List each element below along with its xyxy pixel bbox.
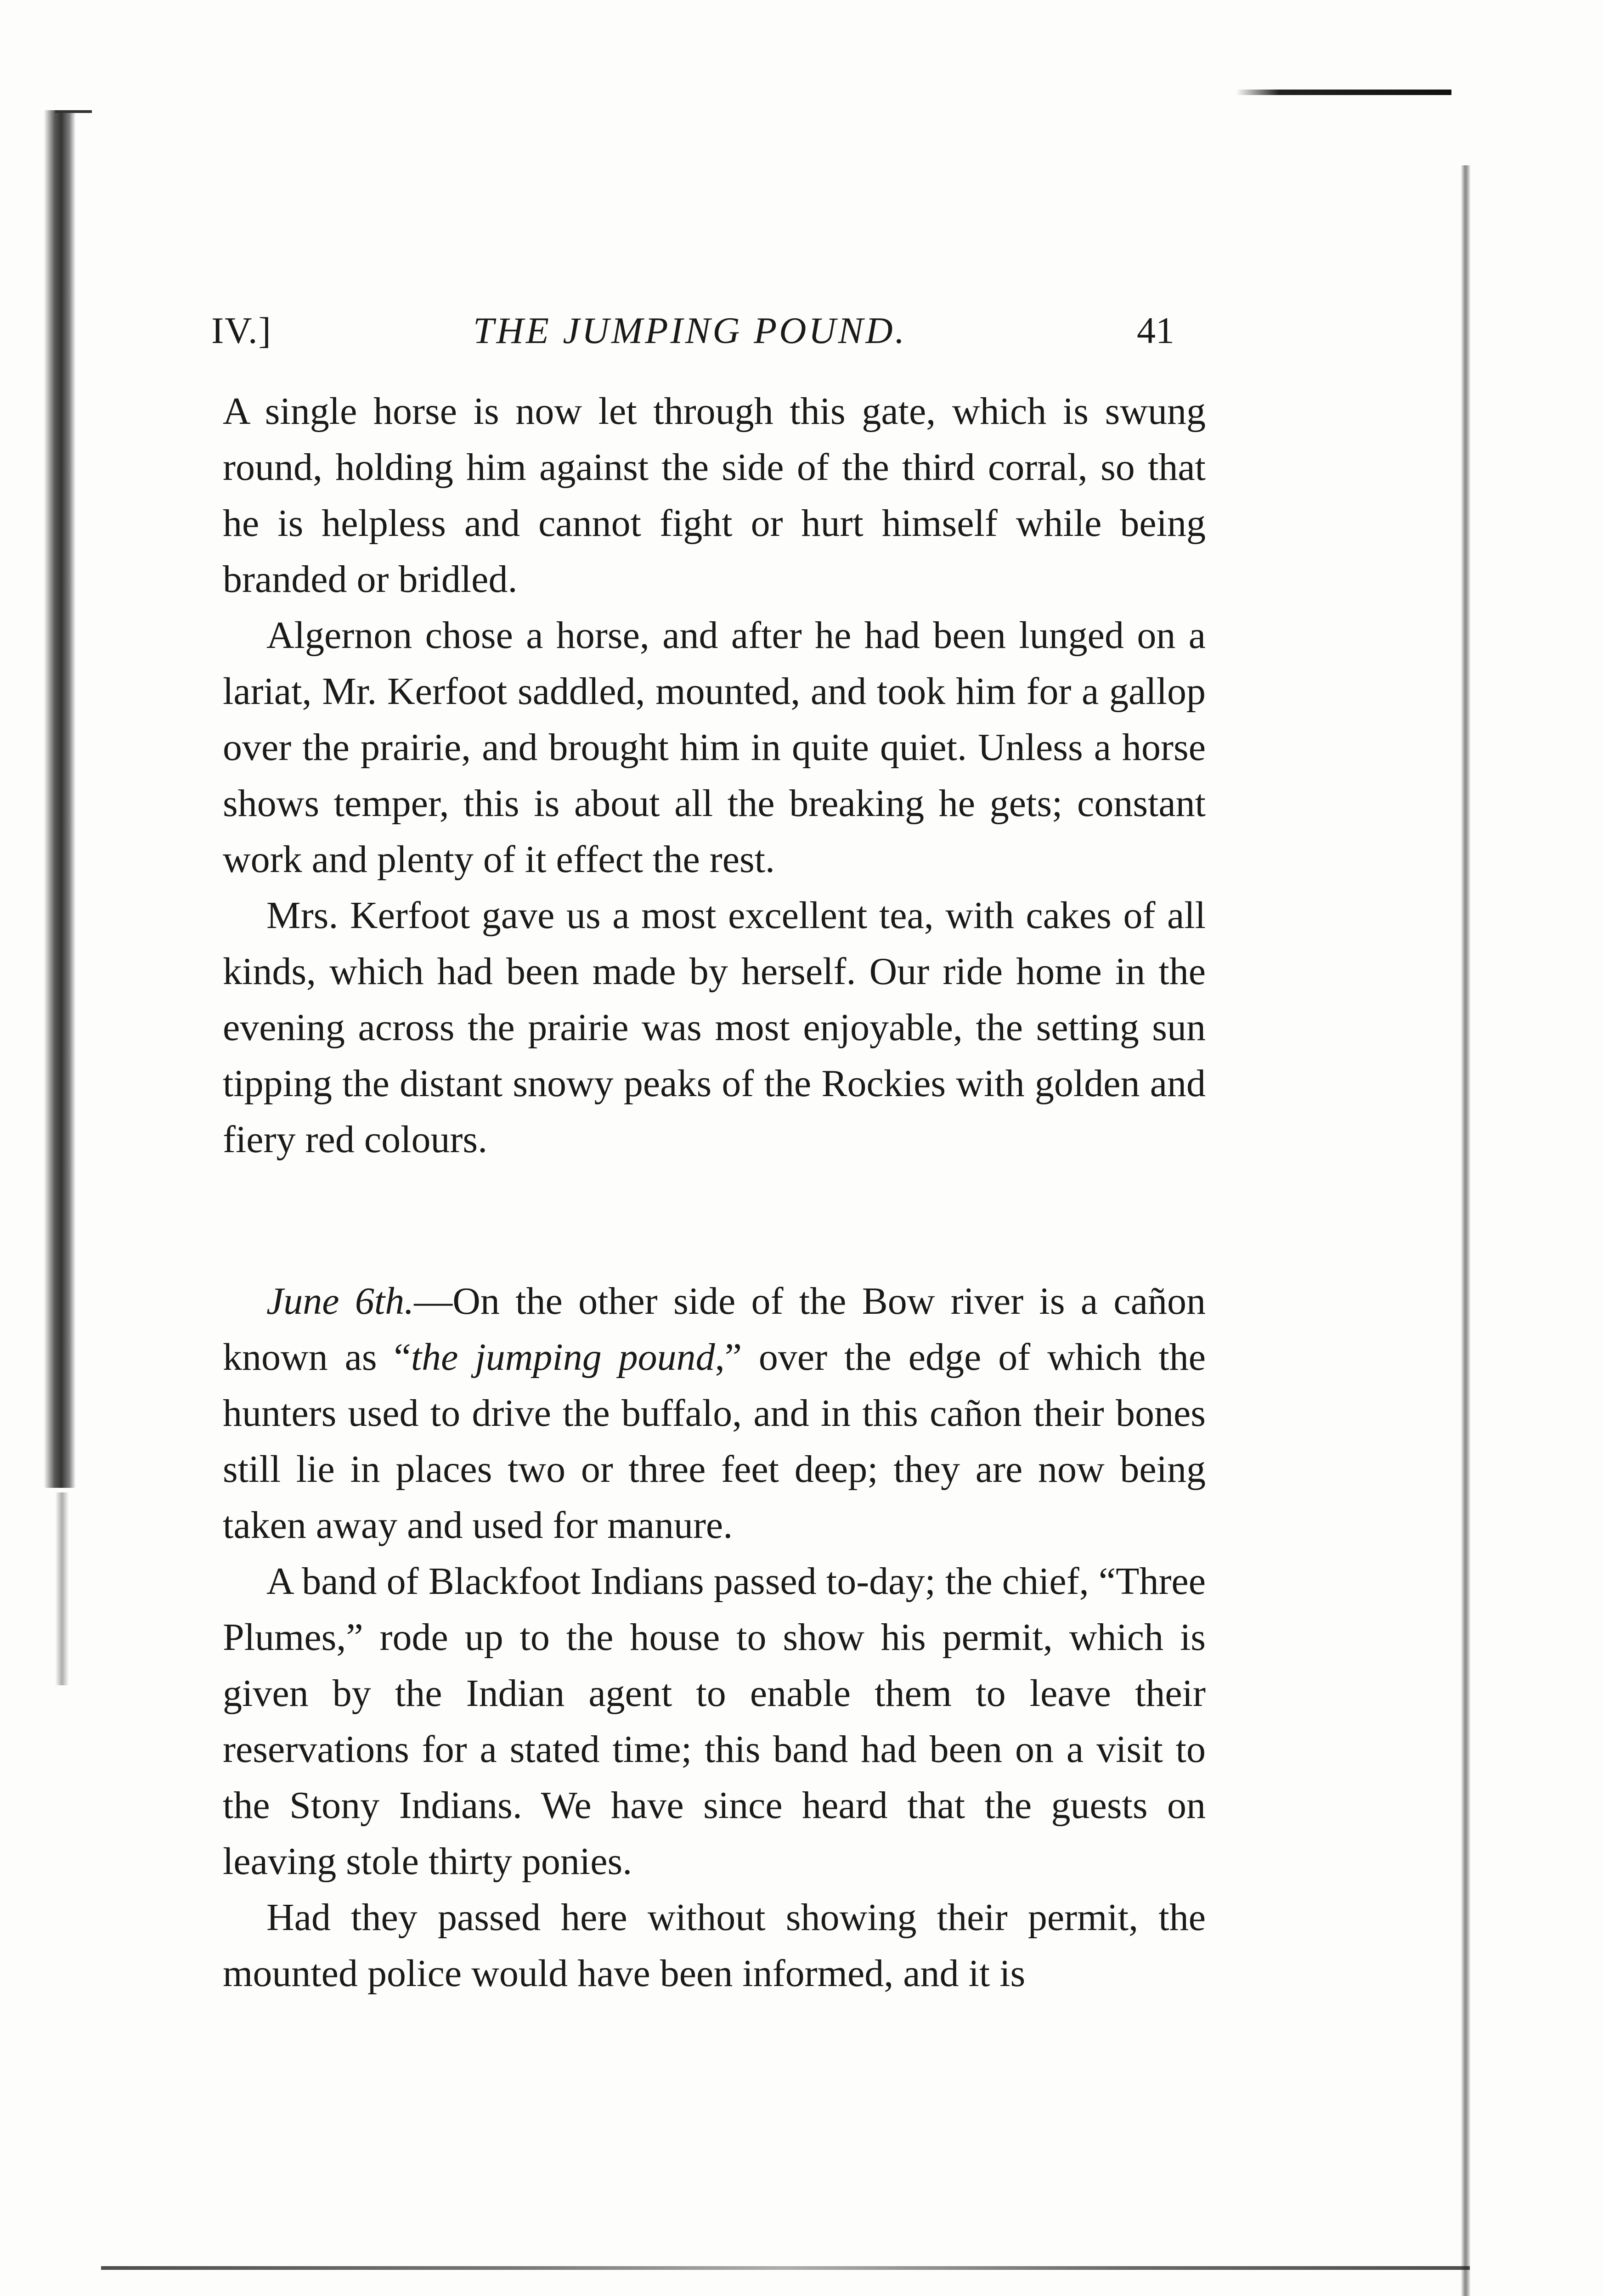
- running-head: [0, 303, 1603, 358]
- scan-edge-top-left: [55, 110, 92, 113]
- paragraph: A single horse is now let through this gate, which is swung round, holding him against the side of the third corral, so that he is helpless and cannot fight or hurt himself while being branded or bridled.: [223, 390, 1206, 601]
- paragraph: Algernon chose a horse, and after he had been lunged on a lariat, Mr. Kerfoot saddled, mounted, and took him for a gallop over the prairie, and brought him in quite quiet. Unless a horse shows temper, this is about all the breaking he gets; constant work and plenty of it effect the rest.: [223, 614, 1206, 881]
- scan-edge-bottom: [101, 2266, 1470, 2270]
- page-number: 41: [1137, 310, 1174, 351]
- paragraph: Mrs. Kerfoot gave us a most excellent tea, with cakes of all kinds, which had been made by herself. Our ride home in the evening across the prairie was most enjoyable, the setting sun tipping the distant snowy peaks of the Rockies with golden and fiery red colours.: [223, 894, 1206, 1161]
- paragraph: Had they passed here without showing their permit, the mounted police would have been informed, and it is: [223, 1896, 1206, 1995]
- quoted-place-name: the jumping pound: [411, 1336, 715, 1379]
- chapter-number: IV.]: [211, 310, 272, 351]
- paragraph-rest: ,” over the edge of which the hunters used to drive the buffalo, and in this cañon their bones still lie in places two or three feet deep; they are now being taken away and used for manure.: [223, 1336, 1206, 1547]
- chapter-title: THE JUMPING POUND.: [473, 310, 907, 351]
- body-text: [223, 383, 1206, 2002]
- scan-edge-left-lower: [55, 1492, 69, 1685]
- scan-edge-top-right: [1236, 90, 1451, 95]
- paragraph-lead: —On the other side of the Bow river is a cañon known as “: [223, 1280, 1206, 1379]
- entry-date: June 6th.: [266, 1280, 414, 1322]
- scan-edge-right: [1461, 165, 1471, 2296]
- paragraph: A band of Blackfoot Indians passed to-day; the chief, “Three Plumes,” rode up to the house to show his permit, which is given by the Indian agent to enable them to leave their reservations for a stated time; this band had been on a visit to the Stony Indians. We have since heard that the guests on leaving stole thirty ponies.: [223, 1560, 1206, 1883]
- dated-paragraph: [223, 1273, 1206, 1553]
